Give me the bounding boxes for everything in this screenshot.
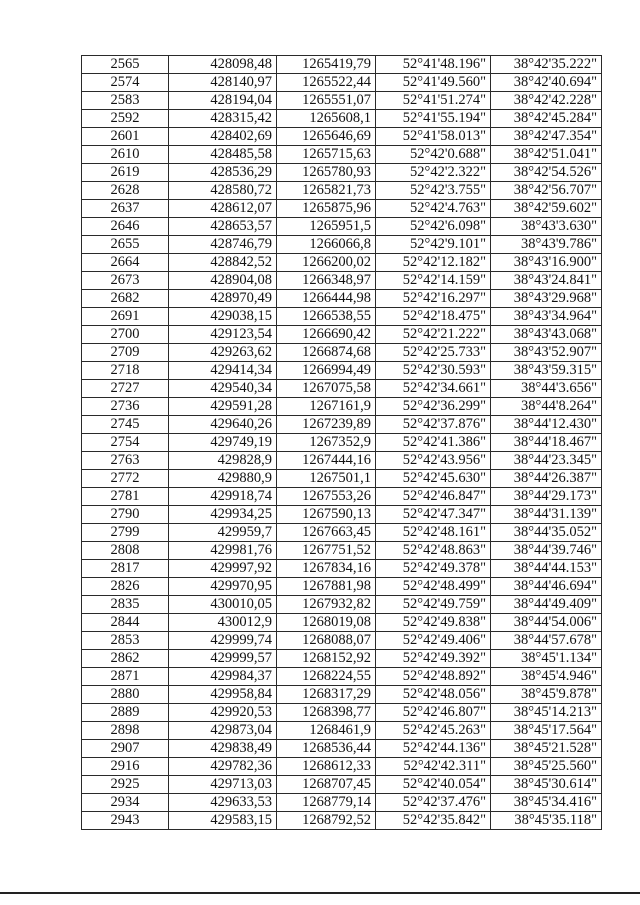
latitude-cell: 52°42'37.476" [376, 794, 491, 812]
table-row [82, 776, 602, 794]
y-coordinate-cell: 1267590,13 [277, 506, 376, 524]
longitude-cell: 38°44'12.430" [491, 416, 602, 434]
y-coordinate-cell: 1266066,8 [277, 236, 376, 254]
x-coordinate-cell: 428842,52 [169, 254, 277, 272]
x-coordinate-cell: 429782,36 [169, 758, 277, 776]
longitude-cell: 38°44'29.173" [491, 488, 602, 506]
x-coordinate-cell: 429749,19 [169, 434, 277, 452]
y-coordinate-cell: 1265646,69 [277, 128, 376, 146]
latitude-cell: 52°42'47.347" [376, 506, 491, 524]
longitude-cell: 38°42'56.707" [491, 182, 602, 200]
table-row [82, 722, 602, 740]
longitude-cell: 38°44'18.467" [491, 434, 602, 452]
point-number-cell: 2844 [82, 614, 169, 632]
latitude-cell: 52°41'58.013" [376, 128, 491, 146]
x-coordinate-cell: 429997,92 [169, 560, 277, 578]
point-number-cell: 2592 [82, 110, 169, 128]
y-coordinate-cell: 1267751,52 [277, 542, 376, 560]
longitude-cell: 38°43'24.841" [491, 272, 602, 290]
y-coordinate-cell: 1265951,5 [277, 218, 376, 236]
y-coordinate-cell: 1266874,68 [277, 344, 376, 362]
table-row [82, 200, 602, 218]
point-number-cell: 2898 [82, 722, 169, 740]
y-coordinate-cell: 1265780,93 [277, 164, 376, 182]
longitude-cell: 38°45'1.134" [491, 650, 602, 668]
coordinates-table [81, 55, 602, 830]
table-row [82, 236, 602, 254]
longitude-cell: 38°44'46.694" [491, 578, 602, 596]
longitude-cell: 38°43'59.315" [491, 362, 602, 380]
y-coordinate-cell: 1267444,16 [277, 452, 376, 470]
table-row [82, 740, 602, 758]
x-coordinate-cell: 428194,04 [169, 92, 277, 110]
x-coordinate-cell: 428746,79 [169, 236, 277, 254]
longitude-cell: 38°44'57.678" [491, 632, 602, 650]
y-coordinate-cell: 1265419,79 [277, 56, 376, 74]
point-number-cell: 2637 [82, 200, 169, 218]
longitude-cell: 38°45'9.878" [491, 686, 602, 704]
longitude-cell: 38°43'34.964" [491, 308, 602, 326]
x-coordinate-cell: 429414,34 [169, 362, 277, 380]
x-coordinate-cell: 429880,9 [169, 470, 277, 488]
x-coordinate-cell: 429999,57 [169, 650, 277, 668]
latitude-cell: 52°42'14.159" [376, 272, 491, 290]
latitude-cell: 52°42'34.661" [376, 380, 491, 398]
table-row [82, 380, 602, 398]
latitude-cell: 52°42'49.406" [376, 632, 491, 650]
longitude-cell: 38°44'49.409" [491, 596, 602, 614]
latitude-cell: 52°41'49.560" [376, 74, 491, 92]
table-row [82, 344, 602, 362]
table-row [82, 632, 602, 650]
point-number-cell: 2754 [82, 434, 169, 452]
table-row [82, 308, 602, 326]
latitude-cell: 52°41'55.194" [376, 110, 491, 128]
point-number-cell: 2943 [82, 812, 169, 830]
point-number-cell: 2745 [82, 416, 169, 434]
point-number-cell: 2619 [82, 164, 169, 182]
y-coordinate-cell: 1268152,92 [277, 650, 376, 668]
point-number-cell: 2925 [82, 776, 169, 794]
table-row [82, 542, 602, 560]
x-coordinate-cell: 430012,9 [169, 614, 277, 632]
x-coordinate-cell: 429038,15 [169, 308, 277, 326]
longitude-cell: 38°43'29.968" [491, 290, 602, 308]
latitude-cell: 52°42'37.876" [376, 416, 491, 434]
point-number-cell: 2880 [82, 686, 169, 704]
y-coordinate-cell: 1268779,14 [277, 794, 376, 812]
table-row [82, 164, 602, 182]
point-number-cell: 2826 [82, 578, 169, 596]
y-coordinate-cell: 1268019,08 [277, 614, 376, 632]
longitude-cell: 38°44'8.264" [491, 398, 602, 416]
x-coordinate-cell: 428612,07 [169, 200, 277, 218]
point-number-cell: 2817 [82, 560, 169, 578]
longitude-cell: 38°44'54.006" [491, 614, 602, 632]
y-coordinate-cell: 1268612,33 [277, 758, 376, 776]
point-number-cell: 2601 [82, 128, 169, 146]
point-number-cell: 2610 [82, 146, 169, 164]
point-number-cell: 2907 [82, 740, 169, 758]
longitude-cell: 38°44'35.052" [491, 524, 602, 542]
x-coordinate-cell: 429828,9 [169, 452, 277, 470]
y-coordinate-cell: 1268088,07 [277, 632, 376, 650]
point-number-cell: 2709 [82, 344, 169, 362]
x-coordinate-cell: 429583,15 [169, 812, 277, 830]
point-number-cell: 2916 [82, 758, 169, 776]
longitude-cell: 38°43'16.900" [491, 254, 602, 272]
y-coordinate-cell: 1265522,44 [277, 74, 376, 92]
latitude-cell: 52°42'4.763" [376, 200, 491, 218]
point-number-cell: 2772 [82, 470, 169, 488]
table-row [82, 704, 602, 722]
longitude-cell: 38°42'40.694" [491, 74, 602, 92]
latitude-cell: 52°42'48.892" [376, 668, 491, 686]
table-row [82, 272, 602, 290]
latitude-cell: 52°42'41.386" [376, 434, 491, 452]
longitude-cell: 38°44'23.345" [491, 452, 602, 470]
point-number-cell: 2664 [82, 254, 169, 272]
latitude-cell: 52°42'40.054" [376, 776, 491, 794]
table-row [82, 434, 602, 452]
x-coordinate-cell: 430010,05 [169, 596, 277, 614]
y-coordinate-cell: 1268317,29 [277, 686, 376, 704]
latitude-cell: 52°42'35.842" [376, 812, 491, 830]
table-row [82, 650, 602, 668]
longitude-cell: 38°45'30.614" [491, 776, 602, 794]
table-row [82, 290, 602, 308]
longitude-cell: 38°42'47.354" [491, 128, 602, 146]
y-coordinate-cell: 1266200,02 [277, 254, 376, 272]
longitude-cell: 38°45'34.416" [491, 794, 602, 812]
y-coordinate-cell: 1267075,58 [277, 380, 376, 398]
latitude-cell: 52°42'36.299" [376, 398, 491, 416]
y-coordinate-cell: 1265715,63 [277, 146, 376, 164]
longitude-cell: 38°45'4.946" [491, 668, 602, 686]
latitude-cell: 52°42'16.297" [376, 290, 491, 308]
latitude-cell: 52°41'48.196" [376, 56, 491, 74]
coordinates-table-body [82, 56, 602, 830]
y-coordinate-cell: 1265608,1 [277, 110, 376, 128]
latitude-cell: 52°42'49.838" [376, 614, 491, 632]
x-coordinate-cell: 429640,26 [169, 416, 277, 434]
longitude-cell: 38°45'21.528" [491, 740, 602, 758]
x-coordinate-cell: 429263,62 [169, 344, 277, 362]
latitude-cell: 52°41'51.274" [376, 92, 491, 110]
x-coordinate-cell: 428970,49 [169, 290, 277, 308]
point-number-cell: 2781 [82, 488, 169, 506]
point-number-cell: 2727 [82, 380, 169, 398]
point-number-cell: 2673 [82, 272, 169, 290]
longitude-cell: 38°45'25.560" [491, 758, 602, 776]
y-coordinate-cell: 1268398,77 [277, 704, 376, 722]
y-coordinate-cell: 1265551,07 [277, 92, 376, 110]
latitude-cell: 52°42'6.098" [376, 218, 491, 236]
x-coordinate-cell: 429123,54 [169, 326, 277, 344]
x-coordinate-cell: 429959,7 [169, 524, 277, 542]
longitude-cell: 38°44'3.656" [491, 380, 602, 398]
latitude-cell: 52°42'3.755" [376, 182, 491, 200]
y-coordinate-cell: 1266348,97 [277, 272, 376, 290]
y-coordinate-cell: 1267352,9 [277, 434, 376, 452]
point-number-cell: 2718 [82, 362, 169, 380]
latitude-cell: 52°42'25.733" [376, 344, 491, 362]
x-coordinate-cell: 429999,74 [169, 632, 277, 650]
longitude-cell: 38°42'54.526" [491, 164, 602, 182]
table-row [82, 506, 602, 524]
longitude-cell: 38°42'51.041" [491, 146, 602, 164]
x-coordinate-cell: 428315,42 [169, 110, 277, 128]
y-coordinate-cell: 1267501,1 [277, 470, 376, 488]
longitude-cell: 38°43'43.068" [491, 326, 602, 344]
latitude-cell: 52°42'21.222" [376, 326, 491, 344]
longitude-cell: 38°44'31.139" [491, 506, 602, 524]
y-coordinate-cell: 1267881,98 [277, 578, 376, 596]
longitude-cell: 38°45'17.564" [491, 722, 602, 740]
x-coordinate-cell: 429540,34 [169, 380, 277, 398]
latitude-cell: 52°42'49.378" [376, 560, 491, 578]
y-coordinate-cell: 1266538,55 [277, 308, 376, 326]
latitude-cell: 52°42'30.593" [376, 362, 491, 380]
page-bottom-rule [0, 892, 640, 894]
table-row [82, 452, 602, 470]
point-number-cell: 2871 [82, 668, 169, 686]
point-number-cell: 2646 [82, 218, 169, 236]
table-row [82, 182, 602, 200]
table-row [82, 326, 602, 344]
longitude-cell: 38°43'52.907" [491, 344, 602, 362]
table-row [82, 398, 602, 416]
point-number-cell: 2574 [82, 74, 169, 92]
table-row [82, 218, 602, 236]
y-coordinate-cell: 1268536,44 [277, 740, 376, 758]
y-coordinate-cell: 1266444,98 [277, 290, 376, 308]
latitude-cell: 52°42'44.136" [376, 740, 491, 758]
latitude-cell: 52°42'18.475" [376, 308, 491, 326]
latitude-cell: 52°42'9.101" [376, 236, 491, 254]
latitude-cell: 52°42'45.630" [376, 470, 491, 488]
longitude-cell: 38°42'35.222" [491, 56, 602, 74]
table-row [82, 74, 602, 92]
x-coordinate-cell: 429958,84 [169, 686, 277, 704]
y-coordinate-cell: 1265875,96 [277, 200, 376, 218]
x-coordinate-cell: 429713,03 [169, 776, 277, 794]
longitude-cell: 38°45'14.213" [491, 704, 602, 722]
point-number-cell: 2835 [82, 596, 169, 614]
point-number-cell: 2862 [82, 650, 169, 668]
x-coordinate-cell: 429838,49 [169, 740, 277, 758]
longitude-cell: 38°45'35.118" [491, 812, 602, 830]
x-coordinate-cell: 428653,57 [169, 218, 277, 236]
table-row [82, 128, 602, 146]
x-coordinate-cell: 429918,74 [169, 488, 277, 506]
y-coordinate-cell: 1267161,9 [277, 398, 376, 416]
longitude-cell: 38°42'59.602" [491, 200, 602, 218]
longitude-cell: 38°44'26.387" [491, 470, 602, 488]
x-coordinate-cell: 429920,53 [169, 704, 277, 722]
table-row [82, 794, 602, 812]
y-coordinate-cell: 1265821,73 [277, 182, 376, 200]
y-coordinate-cell: 1267553,26 [277, 488, 376, 506]
latitude-cell: 52°42'48.863" [376, 542, 491, 560]
longitude-cell: 38°44'44.153" [491, 560, 602, 578]
point-number-cell: 2763 [82, 452, 169, 470]
point-number-cell: 2808 [82, 542, 169, 560]
table-row [82, 488, 602, 506]
y-coordinate-cell: 1267834,16 [277, 560, 376, 578]
latitude-cell: 52°42'46.847" [376, 488, 491, 506]
latitude-cell: 52°42'2.322" [376, 164, 491, 182]
longitude-cell: 38°44'39.746" [491, 542, 602, 560]
x-coordinate-cell: 429633,53 [169, 794, 277, 812]
y-coordinate-cell: 1267239,89 [277, 416, 376, 434]
point-number-cell: 2736 [82, 398, 169, 416]
table-row [82, 524, 602, 542]
table-row [82, 812, 602, 830]
x-coordinate-cell: 429934,25 [169, 506, 277, 524]
table-row [82, 578, 602, 596]
point-number-cell: 2790 [82, 506, 169, 524]
y-coordinate-cell: 1267663,45 [277, 524, 376, 542]
x-coordinate-cell: 428402,69 [169, 128, 277, 146]
latitude-cell: 52°42'49.392" [376, 650, 491, 668]
y-coordinate-cell: 1268792,52 [277, 812, 376, 830]
x-coordinate-cell: 428904,08 [169, 272, 277, 290]
point-number-cell: 2628 [82, 182, 169, 200]
y-coordinate-cell: 1266994,49 [277, 362, 376, 380]
table-row [82, 686, 602, 704]
x-coordinate-cell: 429970,95 [169, 578, 277, 596]
latitude-cell: 52°42'49.759" [376, 596, 491, 614]
x-coordinate-cell: 429981,76 [169, 542, 277, 560]
table-row [82, 254, 602, 272]
latitude-cell: 52°42'0.688" [376, 146, 491, 164]
y-coordinate-cell: 1268461,9 [277, 722, 376, 740]
longitude-cell: 38°42'42.228" [491, 92, 602, 110]
table-row [82, 146, 602, 164]
point-number-cell: 2655 [82, 236, 169, 254]
table-row [82, 92, 602, 110]
x-coordinate-cell: 428536,29 [169, 164, 277, 182]
x-coordinate-cell: 428580,72 [169, 182, 277, 200]
point-number-cell: 2799 [82, 524, 169, 542]
table-row [82, 560, 602, 578]
x-coordinate-cell: 429591,28 [169, 398, 277, 416]
table-row [82, 614, 602, 632]
point-number-cell: 2565 [82, 56, 169, 74]
table-row [82, 416, 602, 434]
table-row [82, 56, 602, 74]
y-coordinate-cell: 1268707,45 [277, 776, 376, 794]
y-coordinate-cell: 1268224,55 [277, 668, 376, 686]
latitude-cell: 52°42'45.263" [376, 722, 491, 740]
table-row [82, 110, 602, 128]
latitude-cell: 52°42'48.499" [376, 578, 491, 596]
y-coordinate-cell: 1267932,82 [277, 596, 376, 614]
latitude-cell: 52°42'12.182" [376, 254, 491, 272]
longitude-cell: 38°42'45.284" [491, 110, 602, 128]
longitude-cell: 38°43'9.786" [491, 236, 602, 254]
latitude-cell: 52°42'48.056" [376, 686, 491, 704]
longitude-cell: 38°43'3.630" [491, 218, 602, 236]
latitude-cell: 52°42'43.956" [376, 452, 491, 470]
point-number-cell: 2889 [82, 704, 169, 722]
table-row [82, 668, 602, 686]
x-coordinate-cell: 428098,48 [169, 56, 277, 74]
x-coordinate-cell: 428140,97 [169, 74, 277, 92]
y-coordinate-cell: 1266690,42 [277, 326, 376, 344]
latitude-cell: 52°42'46.807" [376, 704, 491, 722]
latitude-cell: 52°42'42.311" [376, 758, 491, 776]
point-number-cell: 2691 [82, 308, 169, 326]
point-number-cell: 2853 [82, 632, 169, 650]
table-row [82, 596, 602, 614]
x-coordinate-cell: 429984,37 [169, 668, 277, 686]
x-coordinate-cell: 428485,58 [169, 146, 277, 164]
x-coordinate-cell: 429873,04 [169, 722, 277, 740]
table-row [82, 470, 602, 488]
point-number-cell: 2934 [82, 794, 169, 812]
table-row [82, 362, 602, 380]
point-number-cell: 2583 [82, 92, 169, 110]
table-row [82, 758, 602, 776]
point-number-cell: 2682 [82, 290, 169, 308]
latitude-cell: 52°42'48.161" [376, 524, 491, 542]
point-number-cell: 2700 [82, 326, 169, 344]
